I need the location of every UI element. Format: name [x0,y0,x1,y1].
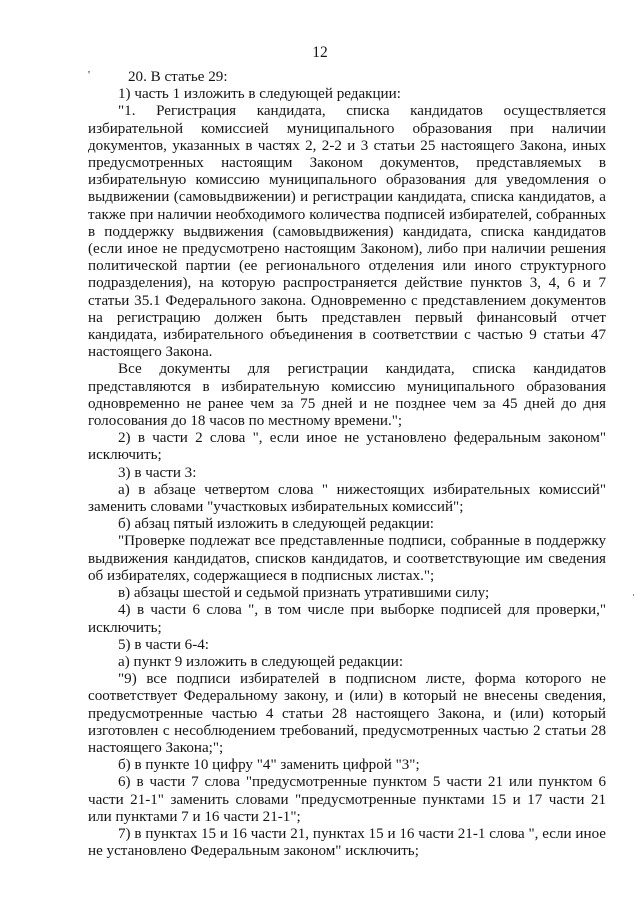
document-body [88,69,606,860]
paragraph: 5) в части 6-4: [118,636,209,653]
paragraph: б) абзац пятый изложить в следующей редакции: [118,516,434,533]
paragraph: "1. Регистрация кандидата, списка кандидатов осуществляется избирательной комиссией муниципального образования при наличии документов, указанных в частях 2, 2-2 и 3 статьи 25 настоящего Закона, иных предусмотренных настоящим Законом документов, представляемых в избирательную комиссию муниципального образования для уведомления о выдвижении (самовыдвижении) и регистрации кандидата, списка кандидатов, а также при наличии необходимого количества подписей избирателей, собранных в поддержку выдвижения (самовыдвижения) кандидата, списка кандидатов (если иное не предусмотрено настоящим Законом), либо при наличии решения политической партии (ее регионального отделения или иного структурного подразделения), на которую распространяется действие пунктов 3, 4, 6 и 7 статьи 35.1 Федерального закона. Одновременно с представлением документов на регистрацию должен быть представлен первый финансовый отчет кандидата, избирательного объединения в соответствии с частью 9 статьи 47 настоящего Закона. [88,103,606,361]
paragraph: 2) в части 2 слова ", если иное не установлено федеральным законом" исключить; [88,430,606,464]
paragraph: "9) все подписи избирателей в подписном листе, форма которого не соответствует Федеральному закону, и (или) в который не внесены сведения, предусмотренные частью 4 статьи 28 настоящего Закона, и (или) который изготовлен с несоблюдением требований, предусмотренных частью 2 статьи 28 настоящего Закона;"; [88,671,606,756]
paragraph: 4) в части 6 слова ", в том числе при выборке подписей для проверки," исключить; [88,602,606,636]
paragraph: а) пункт 9 изложить в следующей редакции: [118,653,404,670]
margin-mark: ' [88,69,90,81]
page-number: 12 [312,44,328,61]
paragraph: Все документы для регистрации кандидата, списка кандидатов представляются в избирательную комиссию муниципального образования одновременно не ранее чем за 75 дней и не позднее чем за 45 дней до дня голосования до 18 часов по местному времени."; [88,361,606,430]
paragraph: в) абзацы шестой и седьмой признать утратившими силу; [118,585,490,602]
paragraph: 1) часть 1 изложить в следующей редакции: [118,86,401,103]
paragraph: 6) в части 7 слова "предусмотренные пунктом 5 части 21 или пунктом 6 части 21-1" заменить словами "предусмотренные пунктами 15 и 17 части 21 или пунктами 7 и 16 части 21-1"; [88,774,606,825]
paragraph: 7) в пунктах 15 и 16 части 21, пунктах 15 и 16 части 21-1 слова ", если иное не установлено Федеральным законом" исключить; [88,825,606,860]
paragraph: а) в абзаце четвертом слова " нижестоящих избирательных комиссий" заменить словами "участковых избирательных комиссий"; [88,481,606,516]
paragraph: "Проверке подлежат все представленные подписи, собранные в поддержку выдвижения кандидатов, списков кандидатов, и соответствующие им сведения об избирателях, содержащиеся в подписных листах."; [88,533,606,584]
paragraph: 3) в части 3: [118,464,197,481]
margin-mark: · [632,590,635,600]
section-heading: 20. В статье 29: [128,69,228,85]
paragraph: б) в пункте 10 цифру "4" заменить цифрой "3"; [118,757,420,774]
